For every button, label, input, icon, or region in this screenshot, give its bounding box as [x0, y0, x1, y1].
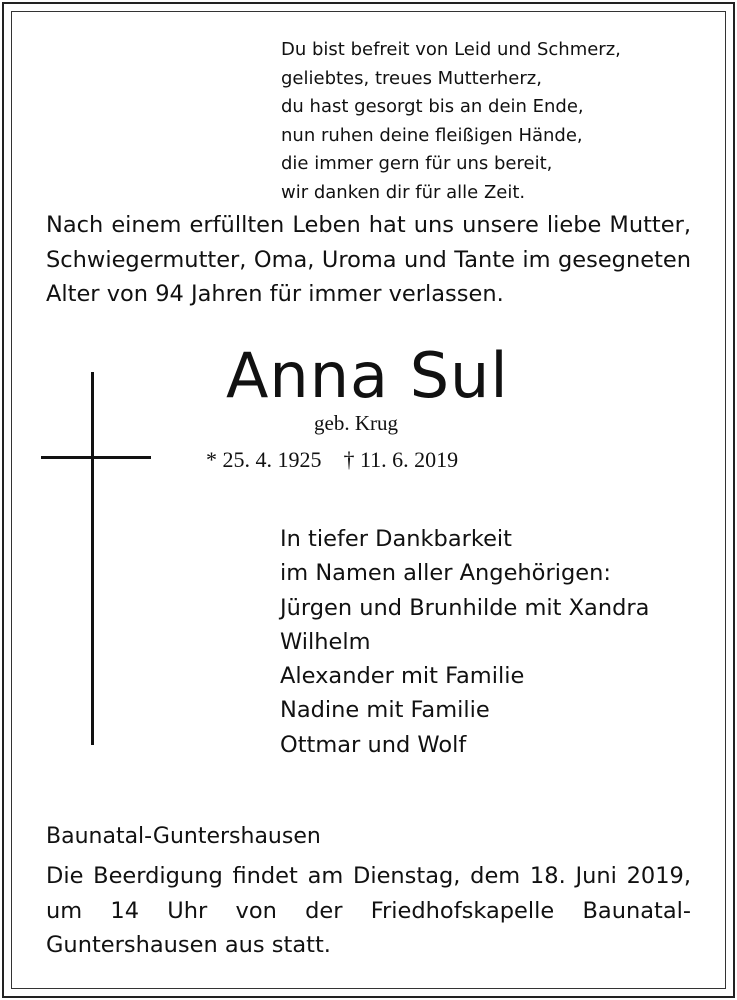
cross-icon-vertical — [91, 372, 94, 745]
deceased-name: Anna Sul — [226, 339, 509, 412]
mourners-line: In tiefer Dankbarkeit — [280, 526, 512, 552]
poem-line: wir danken dir für alle Zeit. — [281, 181, 526, 203]
poem-line: die immer gern für uns bereit, — [281, 153, 553, 174]
mourner-entry: Alexander mit Familie — [280, 663, 525, 690]
mourner-entry: Wilhelm — [280, 628, 371, 655]
poem — [281, 36, 701, 207]
poem-line: geliebtes, treues Mutterherz, — [281, 67, 542, 89]
death-date: † 11. 6. 2019 — [343, 447, 459, 472]
life-dates — [206, 444, 458, 476]
birth-name: geb. Krug — [314, 411, 398, 435]
poem-line: Du bist befreit von Leid und Schmerz, — [281, 39, 621, 60]
funeral-notice: Die Beerdigung findet am Dienstag, dem 18. Juni 2019, um 14 Uhr von der Friedhofskapelle Baunatal-Guntershausen aus statt. — [46, 863, 691, 958]
mourner-entry: Jürgen und Brunhilde mit Xandra — [280, 594, 650, 621]
mourner-entry: Ottmar und Wolf — [280, 731, 467, 758]
mourners-line: im Namen aller Angehörigen: — [280, 560, 611, 587]
place-name: Baunatal-Guntershausen — [46, 824, 321, 849]
poem-line: nun ruhen deine fleißigen Hände, — [281, 124, 583, 146]
birth-date: * 25. 4. 1925 — [206, 447, 322, 472]
cross-icon-horizontal — [41, 456, 151, 459]
mourner-entry: Nadine mit Familie — [280, 697, 490, 724]
mourners-list — [280, 522, 710, 762]
poem-line: du hast gesorgt bis an dein Ende, — [281, 96, 584, 117]
intro-paragraph: Nach einem erfüllten Leben hat uns unsere liebe Mutter, Schwiegermutter, Oma, Uroma und Tante im gesegneten Alter von 94 Jahren für immer verlassen. — [46, 212, 691, 307]
